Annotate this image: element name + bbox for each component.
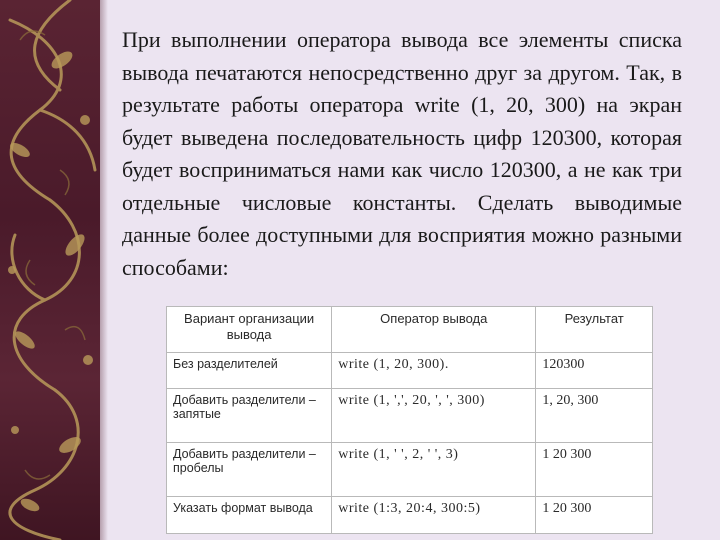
cell-operator: write (1, 20, 300).: [332, 353, 536, 389]
cell-variant: Указать формат вывода: [167, 497, 332, 534]
table-header-row: [167, 307, 653, 353]
cell-variant: Добавить разделители – пробелы: [167, 443, 332, 497]
header-variant: Вариант организации вывода: [167, 307, 332, 353]
output-options-table: [166, 306, 653, 534]
cell-result: 1, 20, 300: [536, 389, 653, 443]
table: [166, 306, 653, 534]
cell-result: 1 20 300: [536, 443, 653, 497]
cell-operator: write (1:3, 20:4, 300:5): [332, 497, 536, 534]
cell-variant: Без разделителей: [167, 353, 332, 389]
body-paragraph: При выполнении оператора вывода все элементы списка вывода печатаются непосредственно друг за другом. Так, в результате работы оператора write (1, 20, 300) на экран будет выведена последовательность цифр 120300, которая будет восприниматься нами как число 120300, а не как три отдельные числовые константы. Сделать выводимые данные более доступными для восприятия можно разными способами:: [122, 27, 682, 280]
table-row: [167, 389, 653, 443]
ornament-pattern: [0, 0, 100, 540]
table-row: [167, 443, 653, 497]
cell-operator: write (1, ',', 20, ', ', 300): [332, 389, 536, 443]
table-row: [167, 497, 653, 534]
cell-result: 120300: [536, 353, 653, 389]
header-result: Результат: [536, 307, 653, 353]
header-operator: Оператор вывода: [332, 307, 536, 353]
cell-operator: write (1, ' ', 2, ' ', 3): [332, 443, 536, 497]
cell-result: 1 20 300: [536, 497, 653, 534]
ornament-shadow: [100, 0, 108, 540]
table-row: [167, 353, 653, 389]
decorative-ornament-border: [0, 0, 100, 540]
cell-variant: Добавить разделители – запятые: [167, 389, 332, 443]
